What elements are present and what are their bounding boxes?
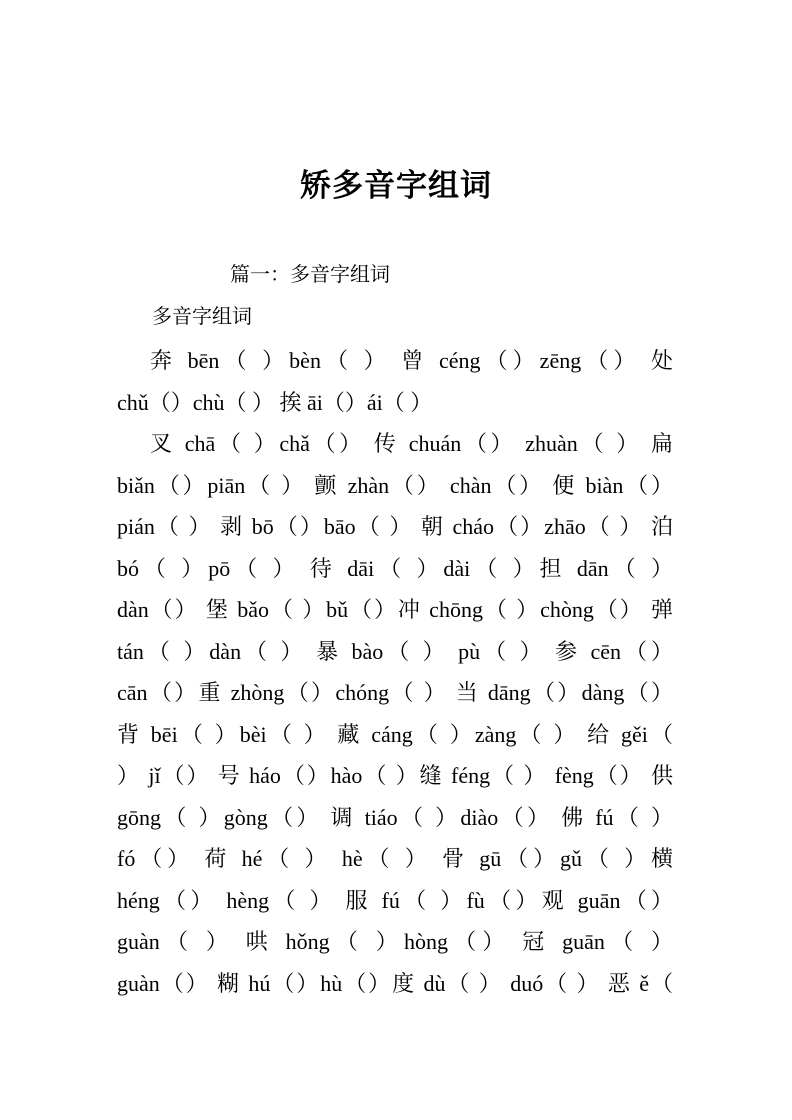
text-line: guàn（ ） 哄 hǒng（ ）hòng（） 冠 guān（ ）	[117, 929, 673, 954]
text-line: tán（ ）dàn（ ） 暴 bào（ ） pù（ ） 参 cēn（）	[117, 638, 673, 664]
text-line: guàn（） 糊 hú（）hù（）度 dù（ ） duó（ ） 恶 ě（	[117, 970, 673, 996]
text-line: bó（ ）pō（ ） 待 dāi（ ）dài（ ）担 dān（ ）	[117, 555, 673, 581]
text-line: 奔 bēn（ ）bèn（ ） 曾 céng（）zēng（） 处	[150, 348, 673, 373]
text-line: cān（）重 zhòng（）chóng（ ） 当 dāng（）dàng（）	[117, 680, 673, 705]
worksheet-body	[117, 340, 673, 1004]
text-line: héng（） hèng（ ） 服 fú（ ）fù（）观 guān（）	[117, 887, 673, 913]
text-line: 叉 chā（ ）chǎ（） 传 chuán（） zhuàn（ ） 扁	[150, 431, 673, 456]
text-line: chǔ（）chù（ ） 挨 āi（）ái（ ）	[117, 389, 433, 415]
section-heading: 篇一：多音字组词	[230, 264, 390, 286]
text-line: pián（ ） 剥 bō（）bāo（ ） 朝 cháo（）zhāo（ ） 泊	[117, 514, 673, 539]
text-line: gōng（ ）gòng（） 调 tiáo（ ）diào（） 佛 fú（ ）	[117, 804, 673, 830]
text-line: ） jǐ（） 号 háo（）hào（ ）缝 féng（ ） fèng（） 供	[117, 763, 673, 788]
text-line: 背 bēi（ ）bèi（ ） 藏 cáng（ ）zàng（ ） 给 gěi（	[117, 721, 673, 747]
document-title: 矫多音字组词	[300, 167, 492, 203]
text-line: fó（） 荷 hé（ ） hè（ ） 骨 gū（）gǔ（ ）横	[117, 846, 673, 871]
text-line: biǎn（）piān（ ） 颤 zhàn（） chàn（） 便 biàn（）	[117, 472, 673, 498]
text-line: dàn（） 堡 bǎo（ ）bǔ（）冲 chōng（ ）chòng（） 弹	[117, 597, 673, 622]
subheading: 多音字组词	[152, 306, 252, 328]
